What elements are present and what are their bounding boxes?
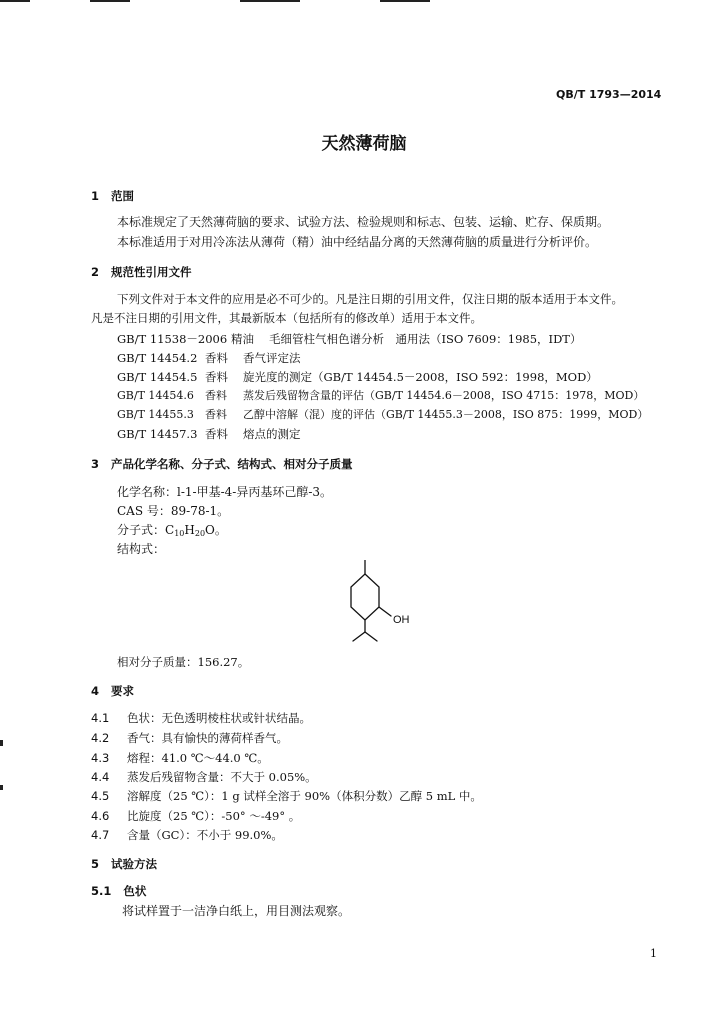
standard-number: QB/T 1793—2014 — [556, 88, 662, 101]
clause-text: 含量（GC）：不小于 99.0%。 — [127, 828, 283, 842]
section-number: 5 — [91, 857, 100, 871]
reference-code: GB/T 14454.5 — [117, 370, 198, 384]
scan-edge-mark — [90, 0, 130, 2]
molecular-mass: 相对分子质量：156.27。 — [117, 655, 250, 669]
reference-title: 毛细管柱气相色谱分析 通用法（ISO 7609：1985，IDT） — [269, 332, 582, 346]
reference-item — [117, 407, 648, 423]
subsection-number: 5.1 — [91, 884, 112, 898]
formula-count: 20 — [194, 529, 206, 538]
scan-edge-mark — [380, 0, 430, 2]
reference-category: 香料 — [205, 389, 227, 402]
requirement-item — [91, 808, 300, 824]
requirement-item — [91, 750, 269, 766]
structural-formula — [325, 560, 425, 650]
clause-number: 4.4 — [91, 770, 110, 784]
scan-edge-mark — [0, 740, 3, 746]
normative-intro: 凡是不注日期的引用文件，其最新版本（包括所有的修改单）适用于本文件。 — [91, 311, 482, 325]
scope-paragraph: 本标准适用于对用冷冻法从薄荷（精）油中经结晶分离的天然薄荷脑的质量进行分析评价。 — [117, 235, 598, 249]
isopropyl-branch — [353, 632, 365, 641]
formula-element: C — [165, 523, 175, 537]
structure-label: 结构式： — [117, 542, 166, 556]
reference-category: 香料 — [205, 351, 228, 365]
cyclohexane-ring — [351, 574, 379, 620]
hydroxyl-bond — [379, 607, 391, 616]
reference-title: 香气评定法 — [243, 351, 301, 365]
reference-category: 香料 — [205, 427, 228, 441]
reference-code: GB/T 14457.3 — [117, 427, 198, 441]
test-method-text: 将试样置于一洁净白纸上，用目测法观察。 — [122, 904, 351, 918]
requirement-item — [91, 710, 311, 726]
subsection-title: 色状 — [123, 884, 147, 898]
reference-category: 精油 — [231, 332, 254, 346]
scope-paragraph: 本标准规定了天然薄荷脑的要求、试验方法、检验规则和标志、包装、运输、贮存、保质期。 — [117, 215, 610, 229]
clause-text: 溶解度（25 ℃）：1 g 试样全溶于 90%（体积分数）乙醇 5 mL 中。 — [127, 789, 482, 803]
reference-category: 香料 — [205, 370, 228, 384]
clause-number: 4.3 — [91, 751, 110, 765]
section-title: 规范性引用文件 — [111, 265, 192, 279]
cas-number: CAS 号：89-78-1。 — [117, 504, 230, 518]
reference-category: 香料 — [205, 408, 227, 421]
hydroxyl-label: OH — [393, 614, 410, 626]
section-3-heading — [91, 456, 353, 472]
document-title: 天然薄荷脑 — [321, 134, 407, 154]
reference-item — [117, 369, 598, 385]
reference-title: 旋光度的测定（GB/T 14454.5－2008，ISO 592：1998，MOD） — [243, 370, 598, 384]
clause-text: 比旋度（25 ℃）：-50° ～-49° 。 — [127, 809, 301, 823]
molecular-formula — [117, 522, 227, 542]
reference-title: 熔点的测定 — [243, 427, 301, 441]
section-title: 要求 — [111, 684, 135, 698]
chemical-name: 化学名称：l-1-甲基-4-异丙基环己醇-3。 — [117, 485, 333, 499]
section-5-heading — [91, 856, 157, 872]
reference-code: GB/T 14454.6 — [117, 389, 194, 402]
clause-number: 4.5 — [91, 789, 110, 803]
reference-title: 蒸发后残留物含量的评估（GB/T 14454.6－2008，ISO 4715：1978，MOD） — [243, 389, 645, 402]
isopropyl-branch — [365, 632, 377, 641]
reference-code: GB/T 11538－2006 — [117, 332, 228, 346]
clause-text: 香气：具有愉快的薄荷样香气。 — [127, 731, 288, 745]
section-number: 3 — [91, 457, 100, 471]
requirement-item — [91, 730, 288, 746]
clause-number: 4.7 — [91, 828, 110, 842]
reference-item — [117, 350, 301, 366]
subsection-heading — [91, 883, 146, 899]
scan-edge-mark — [0, 785, 3, 790]
requirement-item — [91, 827, 283, 843]
formula-element: H — [184, 523, 195, 537]
clause-text: 蒸发后残留物含量：不大于 0.05%。 — [127, 770, 317, 784]
scan-edge-mark — [0, 0, 30, 2]
formula-label: 分子式： — [117, 523, 166, 537]
section-number: 1 — [91, 189, 100, 203]
section-2-heading — [91, 264, 192, 280]
reference-code: GB/T 14455.3 — [117, 408, 194, 421]
requirement-item — [91, 788, 482, 804]
formula-element: O。 — [205, 523, 227, 537]
clause-number: 4.6 — [91, 809, 110, 823]
formula-count: 10 — [174, 529, 185, 538]
reference-title: 乙醇中溶解（混）度的评估（GB/T 14455.3－2008，ISO 875：1999，MOD） — [243, 408, 649, 421]
reference-item — [117, 331, 581, 347]
clause-text: 色状：无色透明棱柱状或针状结晶。 — [127, 711, 311, 725]
page-number: 1 — [650, 947, 657, 960]
section-title: 范围 — [111, 189, 135, 203]
scan-edge-mark — [240, 0, 300, 2]
clause-text: 熔程：41.0 ℃～44.0 ℃。 — [127, 751, 269, 765]
section-number: 2 — [91, 265, 100, 279]
section-title: 试验方法 — [111, 857, 158, 871]
reference-item — [117, 426, 301, 442]
section-1-heading — [91, 188, 134, 204]
section-number: 4 — [91, 684, 100, 698]
normative-intro: 下列文件对于本文件的应用是必不可少的。凡是注日期的引用文件，仅注日期的版本适用于本文件。 — [117, 292, 623, 306]
section-title: 产品化学名称、分子式、结构式、相对分子质量 — [111, 457, 353, 471]
reference-code: GB/T 14454.2 — [117, 351, 198, 365]
clause-number: 4.2 — [91, 731, 110, 745]
requirement-item — [91, 769, 317, 785]
clause-number: 4.1 — [91, 711, 110, 725]
section-4-heading — [91, 683, 134, 699]
reference-item — [117, 388, 644, 404]
